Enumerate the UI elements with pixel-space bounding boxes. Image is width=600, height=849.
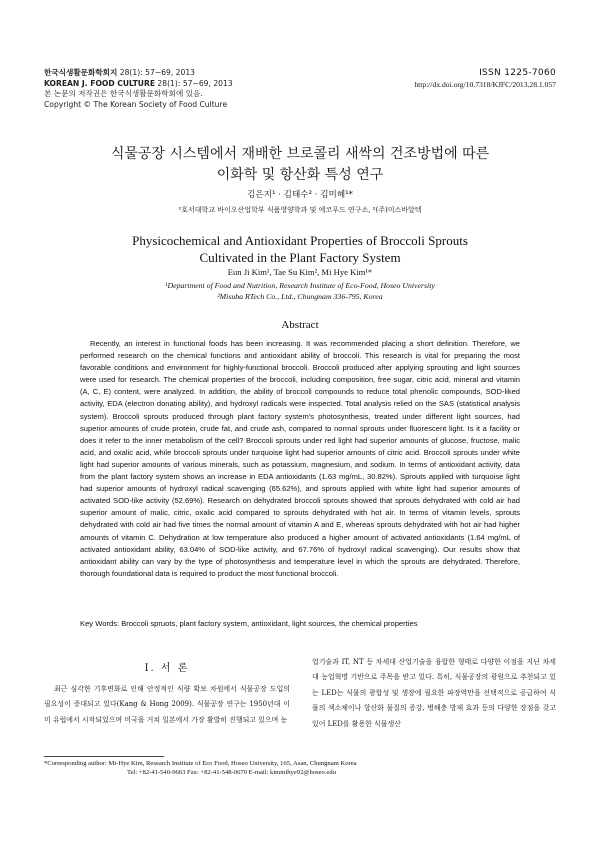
copyright-kr: 본 논문의 저작권은 한국식생활문화학회에 있음. — [44, 89, 203, 98]
keywords: Key Words: Broccoli spruots, plant factory system, antioxidant, light sources, the chemical properties — [80, 619, 418, 628]
footnote — [44, 759, 556, 777]
doi-link[interactable]: http://dx.doi.org/10.7318/KJFC/2013.28.1.057 — [414, 80, 556, 89]
body-right-column: 업기술과 IT, NT 등 차세대 산업기술을 융합한 형태로 다양한 이점을 지닌 차세대 농업혁명 기반으로 주목을 받고 있다. 특히, 식물공장의 광원으로 추천되고 있는 LED는 식물의 광합성 및 생장에 필요한 파장역만을 선택적으로 공급하여 식물의 색소체이나 항산화 물질의 증강, 병해충 방제 효과 등의 다양한 장점을 갖고 있어 LED를 활용한 식물생산 — [312, 658, 556, 728]
korean-title: 식물공장 시스템에서 재배한 브로콜리 새싹의 건조방법에 따른 이화학 및 항산화 특성 연구 — [110, 146, 490, 183]
journal-header — [44, 68, 233, 110]
korean-authors: 김은지¹ · 김태수² · 김미혜¹* — [247, 190, 353, 200]
body-left-column: 최근 심각한 기후변화로 인해 안정적인 식량 확보 차원에서 식물공장 도입의 필요성이 증대되고 있다(Kang & Hong 2009). 식물공장 연구는 1950년대 이미 유럽에서 시작되었으며 미국을 거쳐 일본에서 가장 활발히 진행되고 있으며 농 — [44, 685, 290, 724]
journal-name-en: KOREAN J. FOOD CULTURE 28(1): 57~69, 2013 — [44, 78, 233, 88]
journal-name-kr: 한국식생활문화학회지 28(1): 57~69, 2013 — [44, 68, 196, 77]
issn: ISSN 1225-7060 — [479, 68, 556, 78]
korean-affiliation: ¹호서대학교 바이오산업학부 식품영양학과 및 에코푸드 연구소, ²(주)미스바알텍 — [178, 206, 422, 214]
issn-block — [414, 68, 556, 90]
english-affiliation: ¹Department of Food and Nutrition, Research Institute of Eco-Food, Hoseo University ²Misuba RTech Co., Ltd., Chungnam 336-795, Korea — [165, 281, 435, 301]
abstract-text: Recently, an interest in functional foods has been increasing. It was recommended placing a short definition. Therefore, we performed research on the chemical functions and antioxidant ability of broccoli. This research is vital for preparing the most favorable conditions and environment for highly-functional broccoli. Broccoli produced after applying sprouting and light sources were used for research. The chemical properties of the broccoli, including composition, free sugar, citric acid, mineral and vitamin (A, C, E) content, were analyzed. In addition, the ability of broccoli compounds to reduce total phenolic compounds, SOD-liked activity, EDA (electron donating ability), and hydroxyl radicals were inspected. Total analysis relied on the SAS (statistical analysis system). Broccoli sprouts produced through plant factory system's photosynthesis, treated under different light sources, had superior amounts of crude protein, crude fat, and crude ash, compared to normal sprouts under fluorescent light. Is it a facility or does it refer to the inner metabolism of the cell? Broccoli sprouts under red light had superior amounts of glucose, fructose, malic acid, and oxalic acid, while broccoli sprouts under turquoise light had superior amounts of citric acid. Broccoli sprouts under white light had superior amounts of various minerals, such as potassium, magnesium, and sodium. In terms of antioxidant activity, data from the plant factory system shows an increase in EDA antioxidants (1.63 mg/mL, 30.82%). Sprouts applied with turquoise light had superior amounts of hydroxyl radical scavenging (65.62%), and sprouts applied with white light had superior amounts of activated SOD-like activity (52.69%). Research on dehydrated broccoli sprouts showed that sprouts dehydrated with cold air had superior amount of malic, citric, oxalic acid compared to sprouts dehydrated with hot air. In terms of vitamin levels, sprouts dehydrated with cold air had five times the normal amount of vitamin A and E, whereas sprouts dehydrated with hot air had higher amounts of vitamin C. Dehydration at low temperature also produced a higher amount of activated antioxidants (1.64 mg/mL of activated antioxidant ability, 63.04% of SOD-like activity, and 67.76% of hydroxyl radical scavenging). Our results show that antioxidant ability can vary by the type of photosynthesis and temperature level in which the sprouts are dehydrated. Therefore, thorough foundational data is required to product the most functional broccoli. — [80, 339, 520, 578]
section-heading: I. 서 론 — [144, 663, 190, 674]
english-title: Physicochemical and Antioxidant Properties of Broccoli Sprouts Cultivated in the Plant Factory System — [132, 233, 468, 265]
copyright-en: Copyright © The Korean Society of Food Culture — [44, 99, 228, 109]
footnote-author: *Corresponding author: Mi-Hye Kim, Research Institute of Eco Food, Hoseo University, 165, Asan, Chungnam Korea — [44, 760, 357, 767]
footnote-divider — [44, 756, 164, 757]
english-authors: Eun Ji Kim¹, Tae Su Kim², Mi Hye Kim¹* — [227, 267, 373, 277]
abstract-heading: Abstract — [281, 319, 319, 331]
footnote-contact: Tel: +82-41-540-9663 Fax: +82-41-548-0670 E-mail: kimmihye92@hoseo.edu — [127, 769, 336, 776]
